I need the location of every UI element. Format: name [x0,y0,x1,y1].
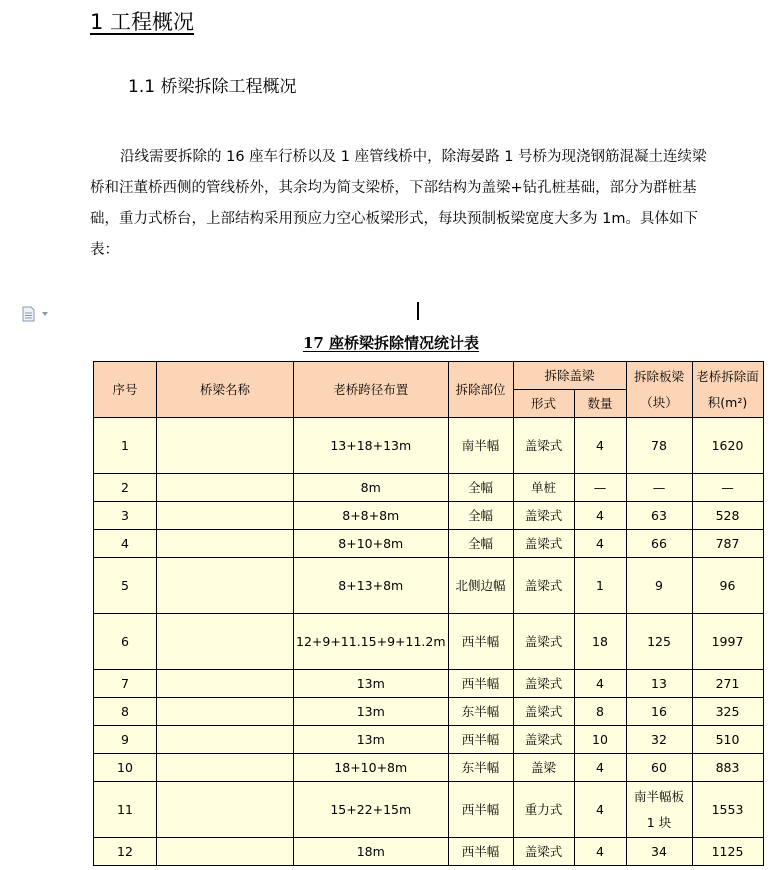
cell-slabs: 13 [626,670,692,698]
cell-part: 东半幅 [448,754,513,782]
cell-no: 8 [94,698,157,726]
cell-name [157,782,294,838]
table-row [94,754,764,782]
cell-form: 盖梁式 [513,530,574,558]
text-cursor [417,302,419,320]
cell-no: 11 [94,782,157,838]
cell-area: 787 [692,530,763,558]
cell-no: 7 [94,670,157,698]
cell-count: 4 [574,418,626,474]
header-name: 桥梁名称 [157,362,294,418]
cell-name [157,474,294,502]
cell-span: 18+10+8m [294,754,449,782]
cell-span: 8+8+8m [294,502,449,530]
header-cap-form: 形式 [513,390,574,418]
cell-count: 10 [574,726,626,754]
cell-area: 1553 [692,782,763,838]
cell-area: 528 [692,502,763,530]
cell-slabs: 78 [626,418,692,474]
cell-name [157,418,294,474]
cell-span: 13m [294,670,449,698]
cell-area: 510 [692,726,763,754]
cell-name [157,530,294,558]
cell-no: 4 [94,530,157,558]
cell-slabs: 9 [626,558,692,614]
cell-name [157,698,294,726]
cell-form: 盖梁式 [513,670,574,698]
cell-area: 325 [692,698,763,726]
cell-name [157,502,294,530]
cell-count: 4 [574,782,626,838]
cell-area: 271 [692,670,763,698]
cell-slabs: 34 [626,838,692,866]
bridge-demolition-table [93,361,764,866]
cell-no: 9 [94,726,157,754]
cell-form: 盖梁式 [513,614,574,670]
cell-part: 西半幅 [448,726,513,754]
cell-part: 全幅 [448,530,513,558]
cell-name [157,670,294,698]
cell-part: 西半幅 [448,782,513,838]
cell-part: 全幅 [448,502,513,530]
cell-slabs: 66 [626,530,692,558]
cell-area: 1125 [692,838,763,866]
cell-slabs: 63 [626,502,692,530]
cell-span: 8+13+8m [294,558,449,614]
cell-span: 13m [294,726,449,754]
cell-form: 盖梁式 [513,838,574,866]
cell-part: 东半幅 [448,698,513,726]
cell-count: 1 [574,558,626,614]
cell-form: 盖梁 [513,754,574,782]
cell-count: 4 [574,670,626,698]
header-cap: 拆除盖梁 [513,362,626,390]
cell-name [157,754,294,782]
cell-form: 盖梁式 [513,502,574,530]
header-slabs: 拆除板梁（块） [626,362,692,418]
cell-area: 96 [692,558,763,614]
cell-form: 盖梁式 [513,558,574,614]
table-row [94,614,764,670]
table-row [94,698,764,726]
cell-slabs: 南半幅板 1 块 [626,782,692,838]
cell-no: 5 [94,558,157,614]
cell-slabs: 60 [626,754,692,782]
cell-area: 1997 [692,614,763,670]
cell-part: 南半幅 [448,418,513,474]
cell-form: 盖梁式 [513,698,574,726]
cell-span: 8+10+8m [294,530,449,558]
cell-name [157,726,294,754]
cell-form: 重力式 [513,782,574,838]
cell-form: 单桩 [513,474,574,502]
cell-name [157,838,294,866]
table-row [94,782,764,838]
cell-count: 18 [574,614,626,670]
cell-slabs: 32 [626,726,692,754]
cell-part: 全幅 [448,474,513,502]
cell-span: 8m [294,474,449,502]
cell-count: 4 [574,754,626,782]
table-row [94,474,764,502]
cell-area: — [692,474,763,502]
cell-no: 2 [94,474,157,502]
cell-area: 883 [692,754,763,782]
cell-no: 10 [94,754,157,782]
cell-slabs: — [626,474,692,502]
cell-name [157,614,294,670]
cell-span: 13+18+13m [294,418,449,474]
table-row [94,670,764,698]
cell-form: 盖梁式 [513,418,574,474]
cell-part: 西半幅 [448,838,513,866]
cell-no: 1 [94,418,157,474]
table-row [94,838,764,866]
table-row [94,418,764,474]
cell-count: — [574,474,626,502]
cell-slabs: 16 [626,698,692,726]
cell-count: 4 [574,838,626,866]
chevron-down-icon[interactable] [42,312,48,316]
heading-2: 1.1 桥梁拆除工程概况 [128,77,297,97]
cell-part: 西半幅 [448,670,513,698]
cell-span: 15+22+15m [294,782,449,838]
table-row [94,502,764,530]
header-no: 序号 [94,362,157,418]
heading-1: 1 工程概况 [90,10,195,34]
header-span: 老桥跨径布置 [294,362,449,418]
cell-part: 北侧边幅 [448,558,513,614]
cell-part: 西半幅 [448,614,513,670]
body-paragraph: 沿线需要拆除的 16 座车行桥以及 1 座管线桥中，除海晏路 1 号桥为现浇钢筋混凝土连续梁桥和汪董桥西侧的管线桥外，其余均为简支梁桥，下部结构为盖梁+钻孔桩基础，部分为群桩基础，重力式桥台，上部结构采用预应力空心板梁形式，每块预制板梁宽度大多为 1m。具体如下表： [90,149,707,258]
table-caption: 17 座桥梁拆除情况统计表 [302,334,480,352]
document-paste-icon[interactable] [22,306,36,322]
header-cap-count: 数量 [574,390,626,418]
cell-no: 6 [94,614,157,670]
cell-no: 3 [94,502,157,530]
table-row [94,558,764,614]
cell-span: 12+9+11.15+9+11.2m [294,614,449,670]
cell-span: 13m [294,698,449,726]
cell-name [157,558,294,614]
cell-form: 盖梁式 [513,726,574,754]
cell-count: 4 [574,502,626,530]
cell-no: 12 [94,838,157,866]
cell-area: 1620 [692,418,763,474]
cell-count: 4 [574,530,626,558]
header-area: 老桥拆除面积(m²) [692,362,763,418]
cell-count: 8 [574,698,626,726]
cell-span: 18m [294,838,449,866]
header-part: 拆除部位 [448,362,513,418]
cell-slabs: 125 [626,614,692,670]
table-row [94,530,764,558]
table-row [94,726,764,754]
